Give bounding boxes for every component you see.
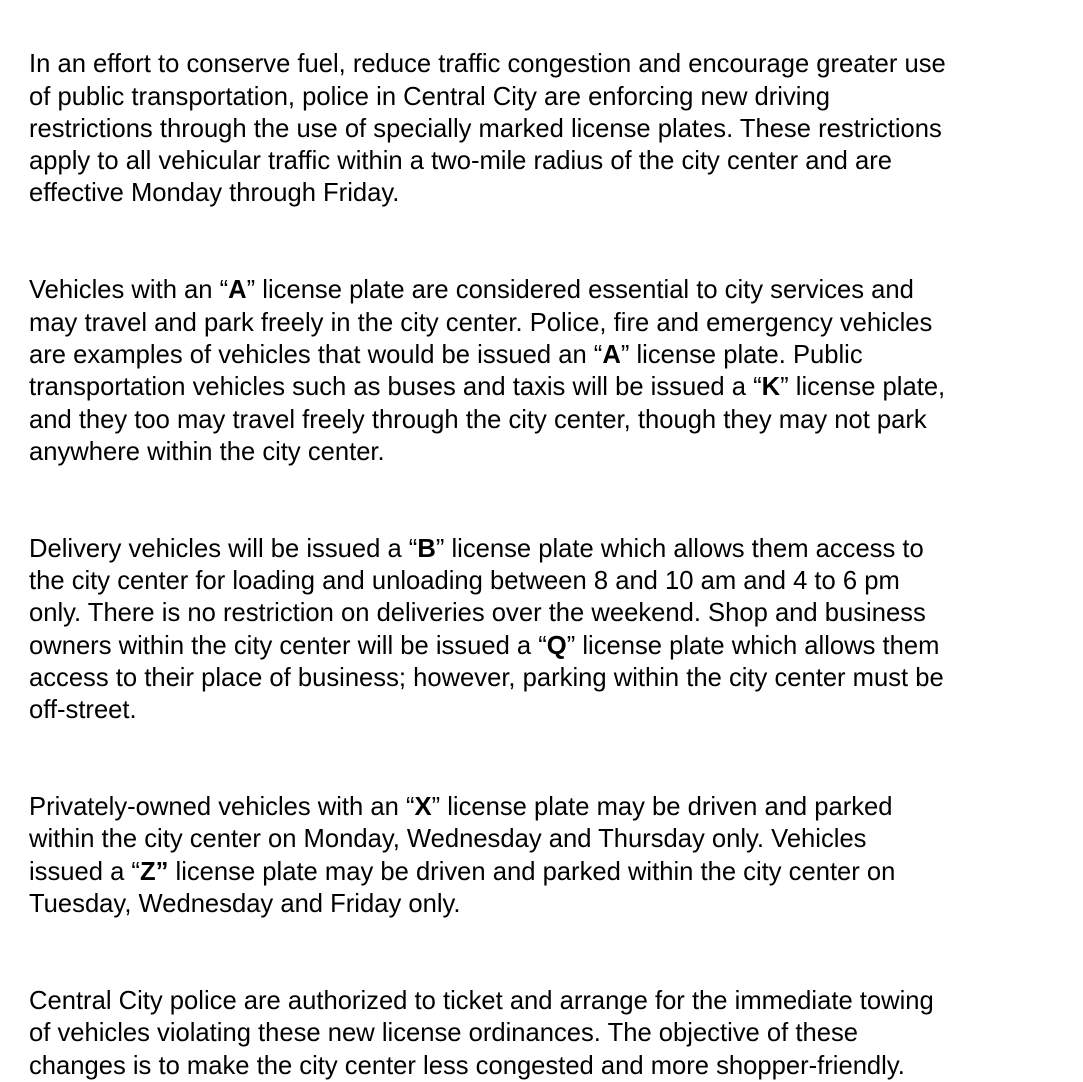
text-segment: ” license plate are considered essential to city services and may travel and park freely in the city center. Police, fire and emergency vehicles are examples of vehicles that would be issued an “ xyxy=(29,276,933,369)
paragraph-enforcement xyxy=(29,953,1069,1082)
text-segment: ” license plate, and they too may travel freely through the city center, though they may not park anywhere within the city center. xyxy=(29,373,946,466)
text-segment: Vehicles with an “ xyxy=(29,276,229,305)
plate-letter: Z” xyxy=(139,857,169,886)
text-segment: license plate may be driven and parked within the city center on Tuesday, Wednesday and Friday only. xyxy=(29,857,896,919)
text-segment: Delivery vehicles will be issued a “ xyxy=(29,534,418,563)
paragraph-a-k-plates xyxy=(29,242,1069,468)
text-segment: ” license plate. Public transportation vehicles such as buses and taxis will be issued a “ xyxy=(29,340,863,402)
plate-letter: K xyxy=(761,373,781,402)
text-segment: Central City police are authorized to ticket and arrange for the immediate towing of vehicles violating these new license ordinances. The objective of these changes is to make the city center less congested and more shopper-friendly. xyxy=(29,986,934,1080)
plate-letter: B xyxy=(417,534,436,563)
plate-letter: A xyxy=(602,340,621,369)
plate-letter: Q xyxy=(546,631,567,660)
text-segment: Privately-owned vehicles with an “ xyxy=(29,793,415,822)
document-body xyxy=(29,16,1069,1082)
plate-letter: X xyxy=(414,793,432,822)
paragraph-b-q-plates xyxy=(29,500,1069,726)
text-segment: In an effort to conserve fuel, reduce traffic congestion and encourage greater use of public transportation, police in Central City are enforcing new driving restrictions through the use of specially marked license plates. These restrictions apply to all vehicular traffic within a two-mile radius of the city center and are effective Monday through Friday. xyxy=(29,50,946,208)
paragraph-intro xyxy=(29,16,1069,210)
text-segment: ” license plate may be driven and parked within the city center on Monday, Wednesday and Thursday only. Vehicles issued a “ xyxy=(29,793,893,886)
plate-letter: A xyxy=(228,276,247,305)
paragraph-x-z-plates xyxy=(29,759,1069,920)
text-segment: ” license plate which allows them access to the city center for loading and unloading between 8 and 10 am and 4 to 6 pm only. There is no restriction on deliveries over the weekend. Shop and business owners within the city center will be issued a “ xyxy=(29,534,926,660)
text-segment: ” license plate which allows them access to their place of business; however, parking within the city center must be off-street. xyxy=(29,631,944,725)
